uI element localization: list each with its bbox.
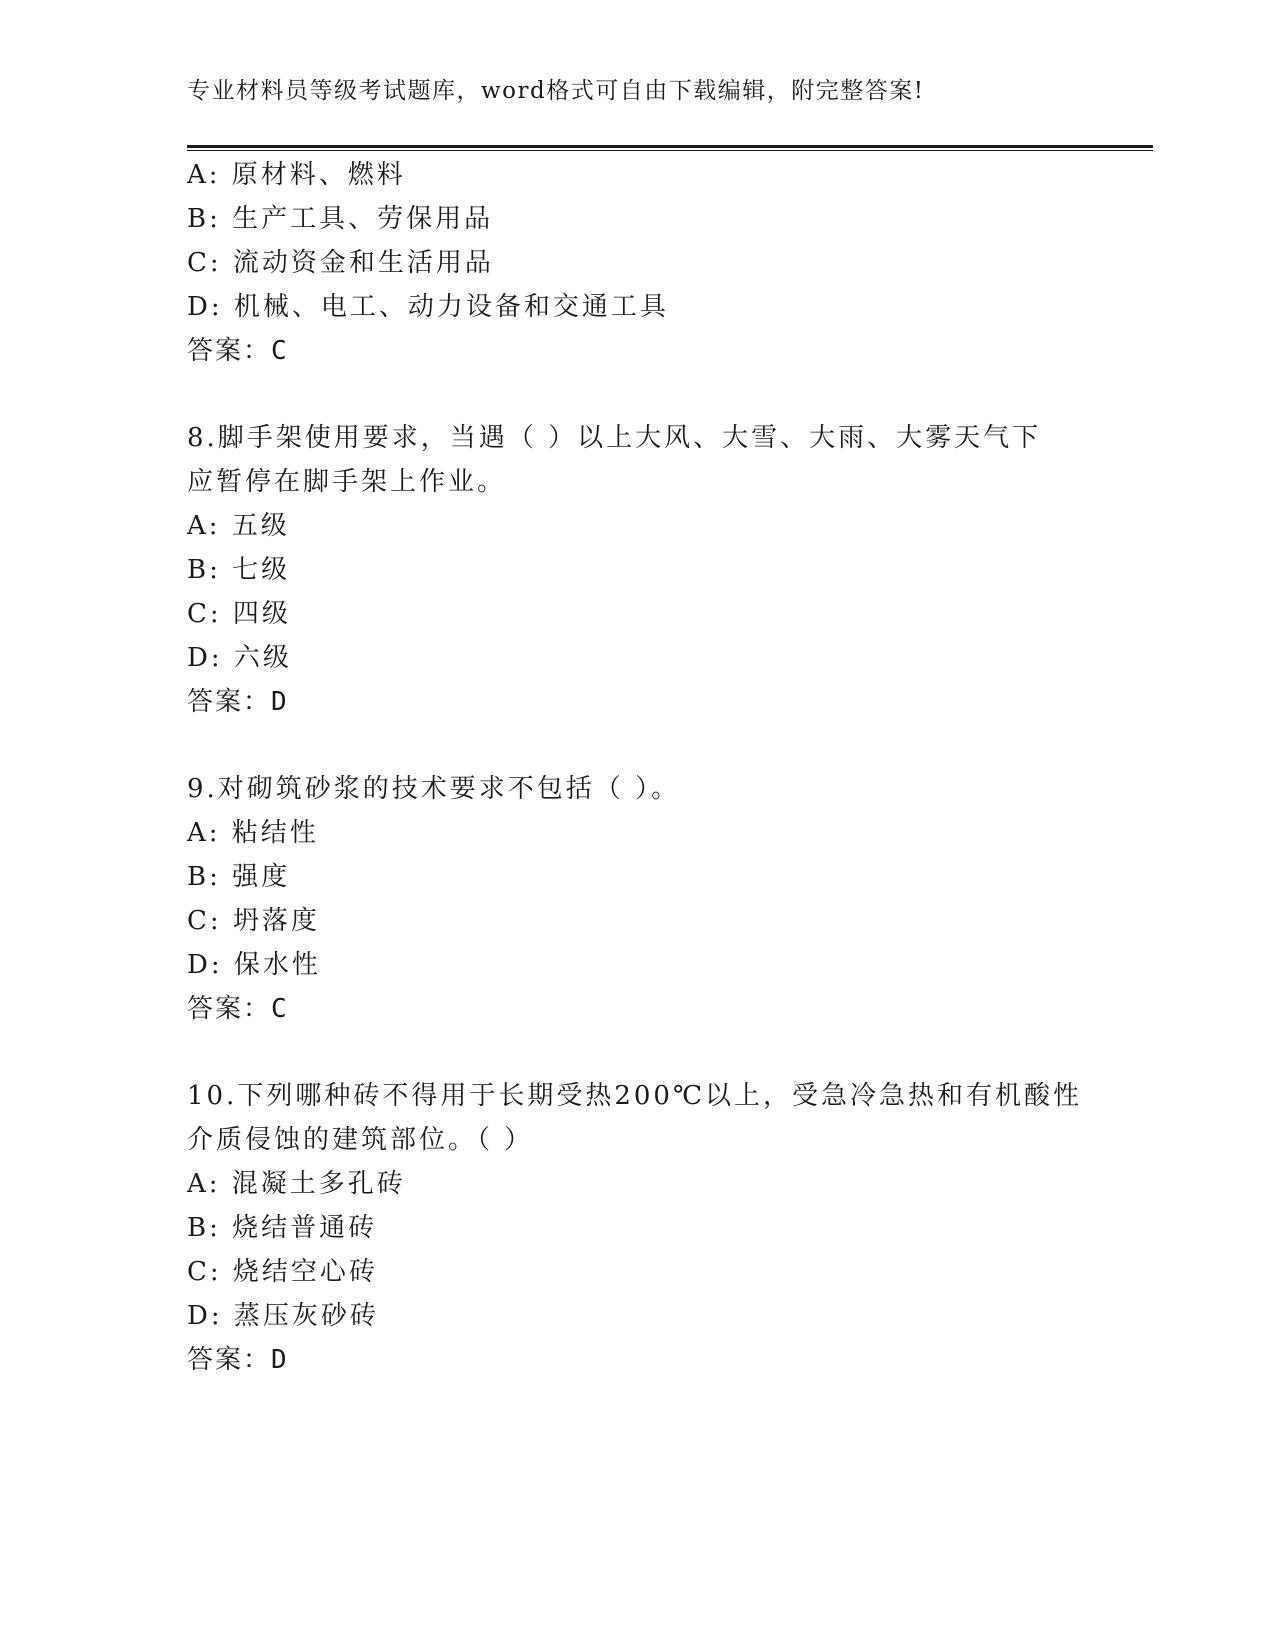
q7-option-d: D: 机械、电工、动力设备和交通工具 [187,292,669,322]
answer-value: D [271,687,287,717]
q7-answer [187,338,287,364]
q7-option-c: C: 流动资金和生活用品 [187,248,494,278]
q10-option-b: B: 烧结普通砖 [187,1213,378,1243]
q7-option-a: A: 原材料、燃料 [187,160,406,190]
q10-answer [187,1347,287,1373]
answer-label: 答案： [187,994,272,1024]
q9-answer [187,996,287,1022]
q9-option-d: D: 保水性 [187,950,321,980]
q9-option-a: A: 粘结性 [187,818,319,848]
q8-stem-line2: 应暂停在脚手架上作业。 [187,467,507,497]
q9-stem-line1: 9.对砌筑砂浆的技术要求不包括（ ）。 [187,774,681,804]
q10-stem-line1: 10.下列哪种砖不得用于长期受热200℃以上，受急冷急热和有机酸性 [187,1081,1083,1111]
q8-option-d: D: 六级 [187,643,292,673]
answer-label: 答案： [187,1345,272,1375]
q10-stem-line2: 介质侵蚀的建筑部位。（ ） [187,1125,534,1155]
answer-value: C [271,994,287,1024]
q8-stem-line1: 8.脚手架使用要求，当遇（ ）以上大风、大雪、大雨、大雾天气下 [187,423,1042,453]
header-rule-thick [187,145,1153,148]
q8-option-b: B: 七级 [187,555,291,585]
q8-answer [187,689,287,715]
q10-option-a: A: 混凝土多孔砖 [187,1169,406,1199]
q8-option-c: C: 四级 [187,599,291,629]
page-header: 专业材料员等级考试题库，word格式可自由下载编辑，附完整答案! [187,78,925,104]
q9-option-b: B: 强度 [187,862,291,892]
q8-option-a: A: 五级 [187,511,290,541]
q7-option-b: B: 生产工具、劳保用品 [187,204,494,234]
q10-option-c: C: 烧结空心砖 [187,1257,378,1287]
answer-label: 答案： [187,687,272,717]
answer-label: 答案： [187,336,272,366]
header-rule-thin [187,150,1153,151]
answer-value: C [271,336,287,366]
answer-value: D [271,1345,287,1375]
q9-option-c: C: 坍落度 [187,906,320,936]
q10-option-d: D: 蒸压灰砂砖 [187,1301,379,1331]
